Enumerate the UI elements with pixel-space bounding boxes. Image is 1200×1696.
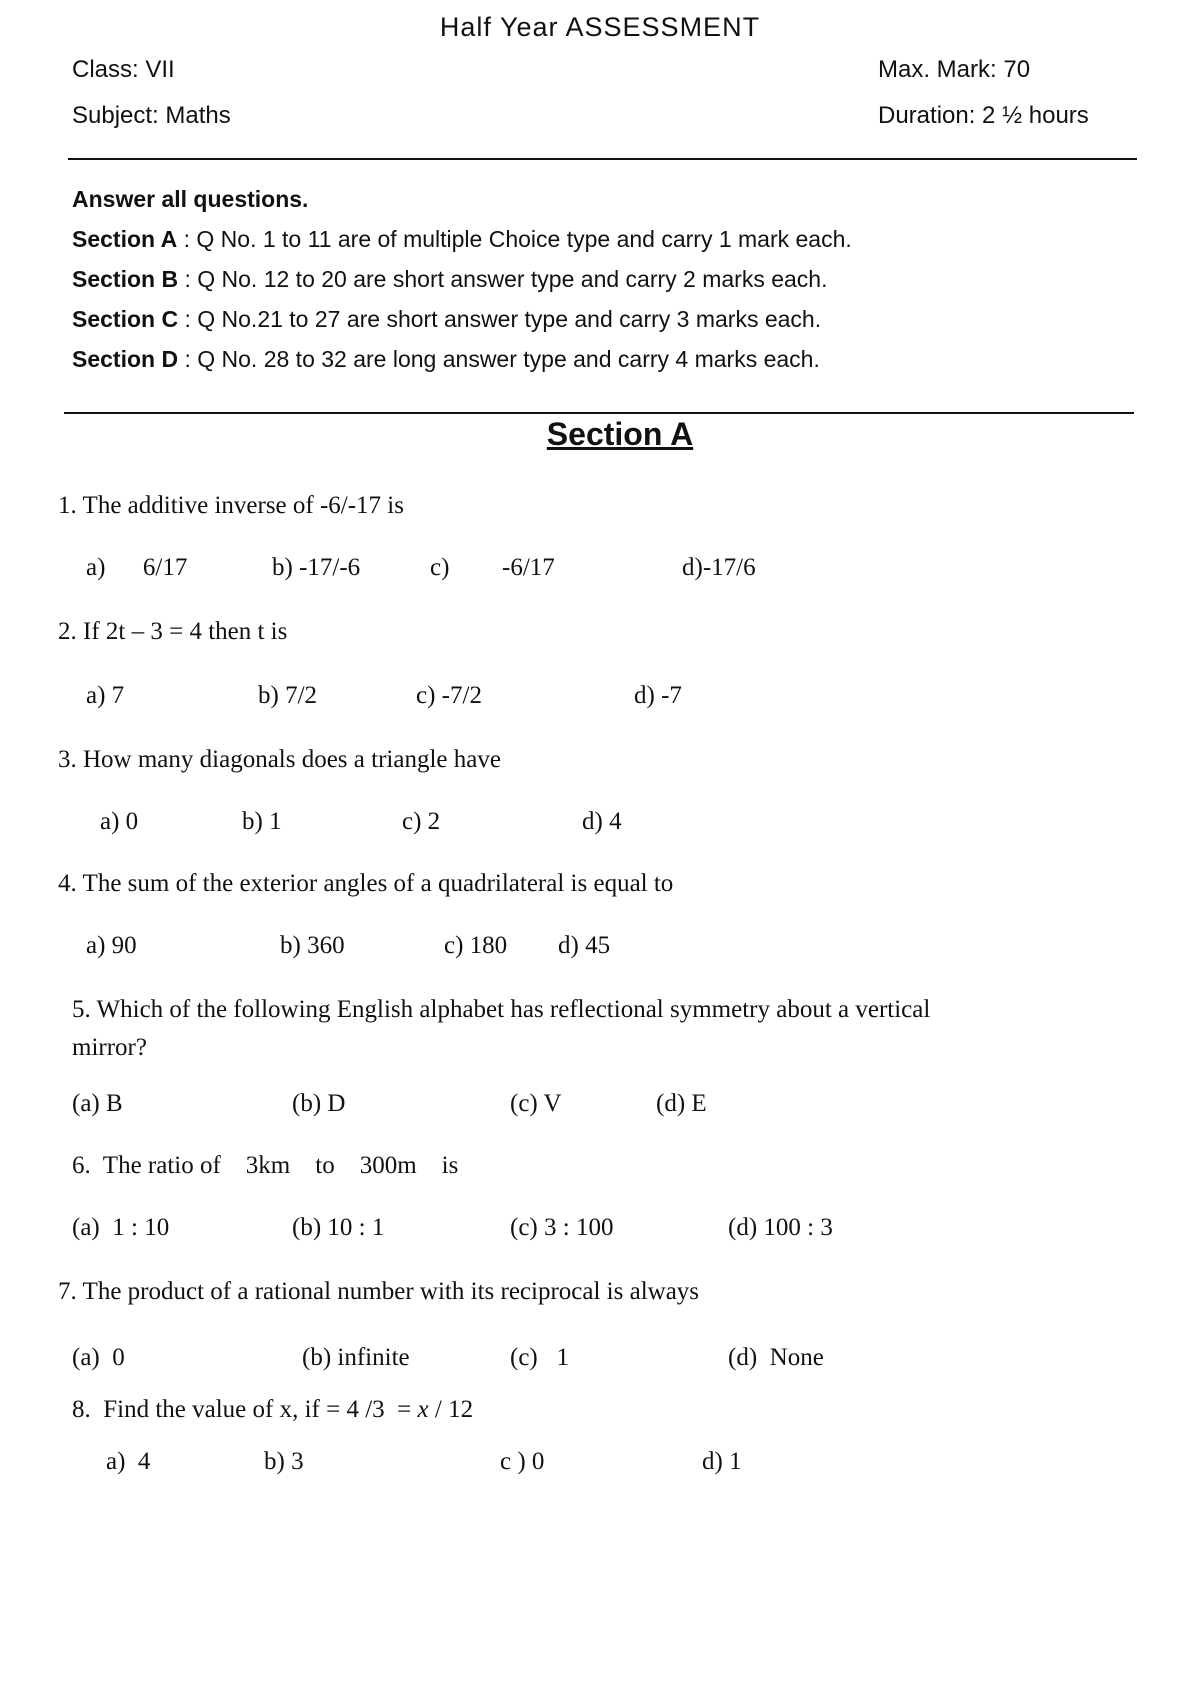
- option-7b: (b) infinite: [302, 1344, 410, 1371]
- option-1d: d)-17/6: [682, 554, 756, 581]
- question-6: 6. The ratio of 3km to 300m is: [72, 1152, 459, 1179]
- option-6c: (c) 3 : 100: [510, 1214, 614, 1241]
- question-5: 5. Which of the following English alphabet has reflectional symmetry about a vertical: [72, 996, 931, 1023]
- subject-label: Subject: Maths: [72, 102, 231, 129]
- option-5a: (a) B: [72, 1090, 123, 1117]
- instruction-section-c: [72, 306, 821, 333]
- question-8-text: 8. Find the value of x, if = 4 /3 =: [72, 1396, 418, 1423]
- instruction-section-b: [72, 266, 828, 293]
- max-mark: Max. Mark: 70: [878, 56, 1031, 83]
- instruction-section-text: : Q No. 1 to 11 are of multiple Choice type and carry 1 mark each.: [183, 226, 852, 252]
- question-4: 4. The sum of the exterior angles of a quadrilateral is equal to: [58, 870, 674, 897]
- option-3a: a) 0: [100, 808, 139, 835]
- question-7: 7. The product of a rational number with its reciprocal is always: [58, 1278, 700, 1305]
- option-6b: (b) 10 : 1: [292, 1214, 385, 1241]
- instruction-section-text: : Q No.21 to 27 are short answer type and carry 3 marks each.: [184, 306, 822, 332]
- option-1c-value: -6/17: [502, 554, 555, 581]
- option-5c: (c) V: [510, 1090, 562, 1117]
- option-7c: (c) 1: [510, 1344, 569, 1371]
- question-5-continued: mirror?: [72, 1034, 147, 1061]
- option-2a: a) 7: [86, 682, 125, 709]
- option-4d: d) 45: [558, 932, 611, 959]
- instructions-divider: [64, 412, 1134, 414]
- question-3: 3. How many diagonals does a triangle have: [58, 746, 501, 773]
- option-1b: b) -17/-6: [272, 554, 361, 581]
- section-a-heading: Section A: [546, 416, 694, 452]
- option-7d: (d) None: [728, 1344, 824, 1371]
- question-1: 1. The additive inverse of -6/-17 is: [58, 492, 404, 519]
- option-2d: d) -7: [634, 682, 682, 709]
- option-4a: a) 90: [86, 932, 137, 959]
- instruction-section-text: : Q No. 28 to 32 are long answer type and carry 4 marks each.: [184, 346, 820, 372]
- option-7a: (a) 0: [72, 1344, 125, 1371]
- option-5b: (b) D: [292, 1090, 346, 1117]
- instruction-section-name: Section A: [72, 226, 178, 252]
- option-8d: d) 1: [702, 1448, 742, 1475]
- instruction-section-text: : Q No. 12 to 20 are short answer type and carry 2 marks each.: [184, 266, 828, 292]
- header-divider: [68, 158, 1137, 160]
- question-8-text-end: / 12: [428, 1396, 474, 1423]
- option-8c: c ) 0: [500, 1448, 545, 1475]
- instruction-section-name: Section B: [72, 266, 179, 292]
- option-3d: d) 4: [582, 808, 622, 835]
- option-3c: c) 2: [402, 808, 441, 835]
- option-2c: c) -7/2: [416, 682, 482, 709]
- instructions-intro: Answer all questions.: [72, 186, 309, 212]
- option-8a: a) 4: [106, 1448, 151, 1475]
- instruction-section-name: Section C: [72, 306, 179, 332]
- option-6a: (a) 1 : 10: [72, 1214, 170, 1241]
- instruction-section-name: Section D: [72, 346, 179, 372]
- option-1c: c): [430, 554, 450, 581]
- duration-label: Duration: 2 ½ hours: [878, 102, 1089, 129]
- option-3b: b) 1: [242, 808, 282, 835]
- instruction-section-d: [72, 346, 820, 373]
- option-5d: (d) E: [656, 1090, 707, 1117]
- class-label: Class: VII: [72, 56, 175, 83]
- option-6d: (d) 100 : 3: [728, 1214, 833, 1241]
- option-8b: b) 3: [264, 1448, 304, 1475]
- option-4c: c) 180: [444, 932, 508, 959]
- exam-title: Half Year ASSESSMENT: [439, 12, 761, 42]
- option-4b: b) 360: [280, 932, 345, 959]
- instruction-section-a: [72, 226, 852, 253]
- question-8: [72, 1396, 473, 1424]
- question-2: 2. If 2t – 3 = 4 then t is: [58, 618, 288, 645]
- question-8-variable: x: [417, 1396, 429, 1423]
- option-2b: b) 7/2: [258, 682, 318, 709]
- option-1a: a) 6/17: [86, 554, 188, 581]
